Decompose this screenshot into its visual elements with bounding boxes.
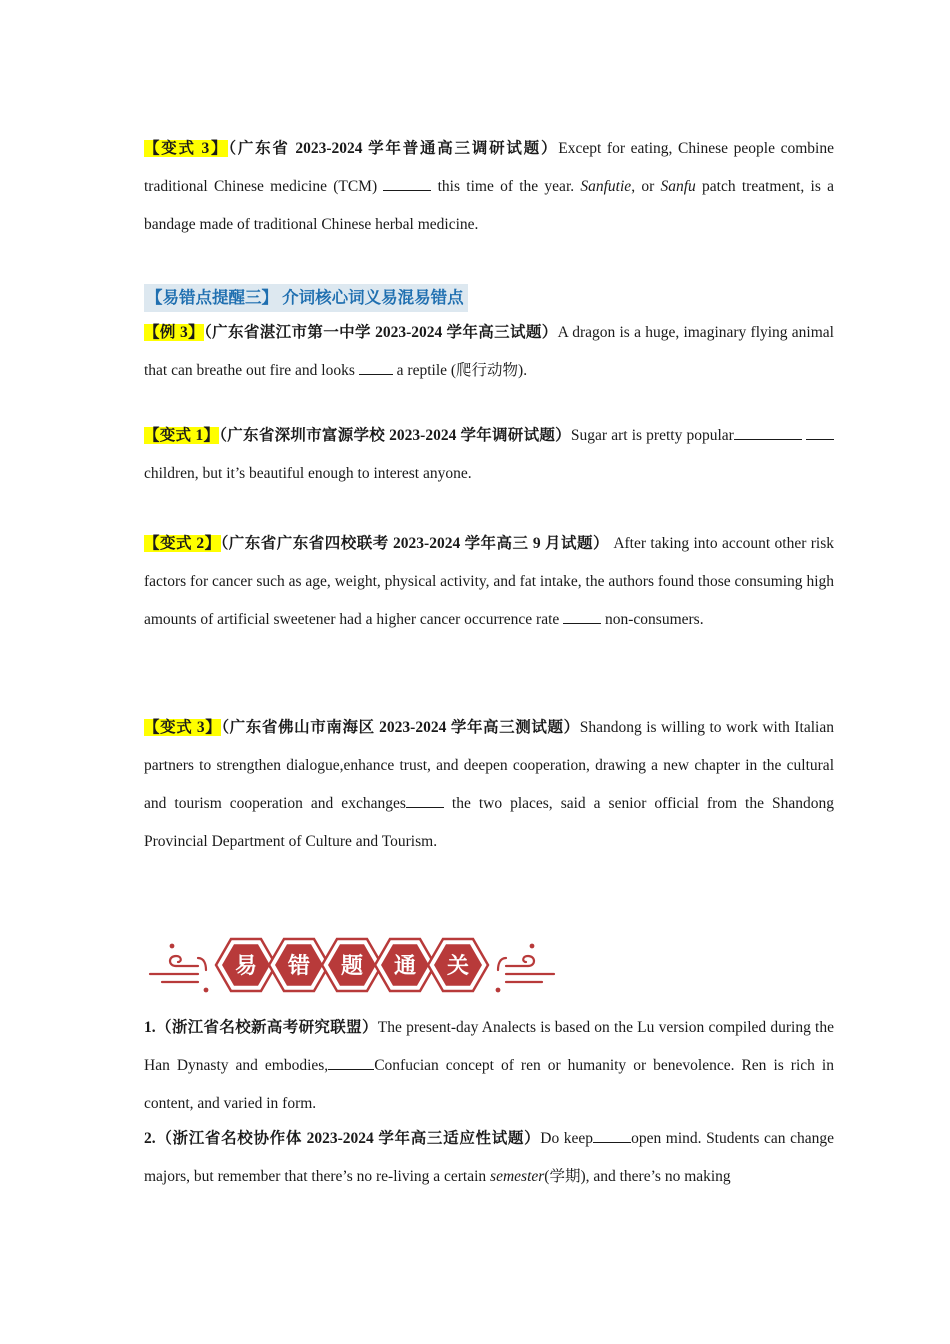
- banner-character: 错: [287, 954, 311, 979]
- question-source: （广东省广东省四校联考 2023-2024 学年高三 9 月试题）: [220, 535, 609, 552]
- question-text: (学期), and there’s no making: [544, 1168, 731, 1185]
- variant-tag: 【变式 3】: [144, 140, 229, 157]
- question-1: [144, 1009, 834, 1123]
- italic-term: Sanfutie: [580, 178, 632, 195]
- question-source: （广东省佛山市南海区 2023-2024 学年高三测试题）: [221, 719, 580, 736]
- variant-3-question-b: [144, 709, 834, 861]
- banner-character: 关: [446, 954, 470, 979]
- banner-character: 题: [340, 954, 364, 979]
- question-source: （浙江省名校新高考研究联盟）: [155, 1019, 378, 1036]
- answer-blank[interactable]: [593, 1128, 631, 1143]
- variant-1-question: [144, 417, 834, 493]
- example-3-question: [144, 314, 834, 390]
- question-source: （广东省深圳市富源学校 2023-2024 学年调研试题）: [219, 427, 571, 444]
- question-source: （浙江省名校协作体 2023-2024 学年高三适应性试题）: [155, 1130, 541, 1147]
- variant-2-question: [144, 525, 834, 639]
- section-heading: 【易错点提醒三】 介词核心词义易混易错点: [144, 284, 468, 312]
- answer-blank[interactable]: [406, 793, 444, 808]
- question-text: Confucian concept of ren or humanity or benevolence. Ren is rich in content, and varied in form.: [144, 1057, 834, 1112]
- question-text: patch treatment, is a bandage made of traditional Chinese herbal medicine.: [144, 178, 834, 233]
- ornament-dot: [530, 944, 535, 949]
- italic-term: Sanfu: [660, 178, 696, 195]
- variant-tag: 【变式 2】: [144, 535, 221, 552]
- error-review-banner: [146, 932, 558, 998]
- question-2: [144, 1120, 834, 1196]
- answer-blank[interactable]: [383, 176, 431, 191]
- ornament-dot: [170, 944, 175, 949]
- question-text: A dragon is a huge, imaginary flying animal that can breathe out fire and looks: [144, 324, 834, 379]
- question-source: （广东省 2023-2024 学年普通高三调研试题）: [228, 140, 559, 157]
- example-tag: 【例 3】: [144, 324, 204, 341]
- answer-blank[interactable]: [328, 1055, 374, 1070]
- question-text: non-consumers.: [601, 611, 704, 628]
- question-text: , or: [631, 178, 661, 195]
- answer-blank[interactable]: [359, 360, 393, 375]
- question-text: Except for eating, Chinese people combine traditional Chinese medicine (TCM): [144, 140, 834, 195]
- banner-character: 易: [234, 954, 258, 979]
- question-number: 2.: [144, 1130, 156, 1147]
- variant-3-question-a: [144, 130, 834, 244]
- ornament-dot: [204, 988, 209, 993]
- italic-term: semester: [490, 1168, 545, 1185]
- right-cloud-ornament: [498, 956, 554, 982]
- question-text: children, but it’s beautiful enough to interest anyone.: [144, 465, 472, 482]
- variant-tag: 【变式 1】: [144, 427, 220, 444]
- variant-tag: 【变式 3】: [144, 719, 222, 736]
- question-text: Do keep: [540, 1130, 594, 1147]
- question-text: Sugar art is pretty popular: [570, 427, 734, 444]
- answer-blank[interactable]: [734, 425, 802, 440]
- question-text: After taking into account other risk factors for cancer such as age, weight, physical activity, and fat intake, the authors found those consuming high amounts of artificial sweetener had a higher cancer occurrence rate: [144, 535, 834, 628]
- left-cloud-ornament: [150, 956, 206, 982]
- question-text: the two places, said a senior official from the Shandong Provincial Department of Culture and Tourism.: [144, 795, 834, 850]
- question-text: open mind. Students can change majors, but remember that there’s no re-living a certain: [144, 1130, 834, 1185]
- question-text: Shandong is willing to work with Italian partners to strengthen dialogue,enhance trust, and deepen cooperation, drawing a new chapter in the cultural and tourism cooperation and exchanges: [144, 719, 834, 812]
- answer-blank[interactable]: [806, 425, 834, 440]
- question-text: this time of the year.: [431, 178, 581, 195]
- question-text: The present-day Analects is based on the Lu version compiled during the Han Dynasty and embodies,: [144, 1019, 834, 1074]
- question-text: a reptile (爬行动物).: [392, 362, 528, 379]
- banner-character: 通: [393, 954, 417, 979]
- hexagon-title-group: [216, 939, 488, 991]
- ornament-dot: [496, 988, 501, 993]
- answer-blank[interactable]: [563, 609, 601, 624]
- question-source: （广东省湛江市第一中学 2023-2024 学年高三试题）: [204, 324, 558, 341]
- question-number: 1.: [144, 1019, 156, 1036]
